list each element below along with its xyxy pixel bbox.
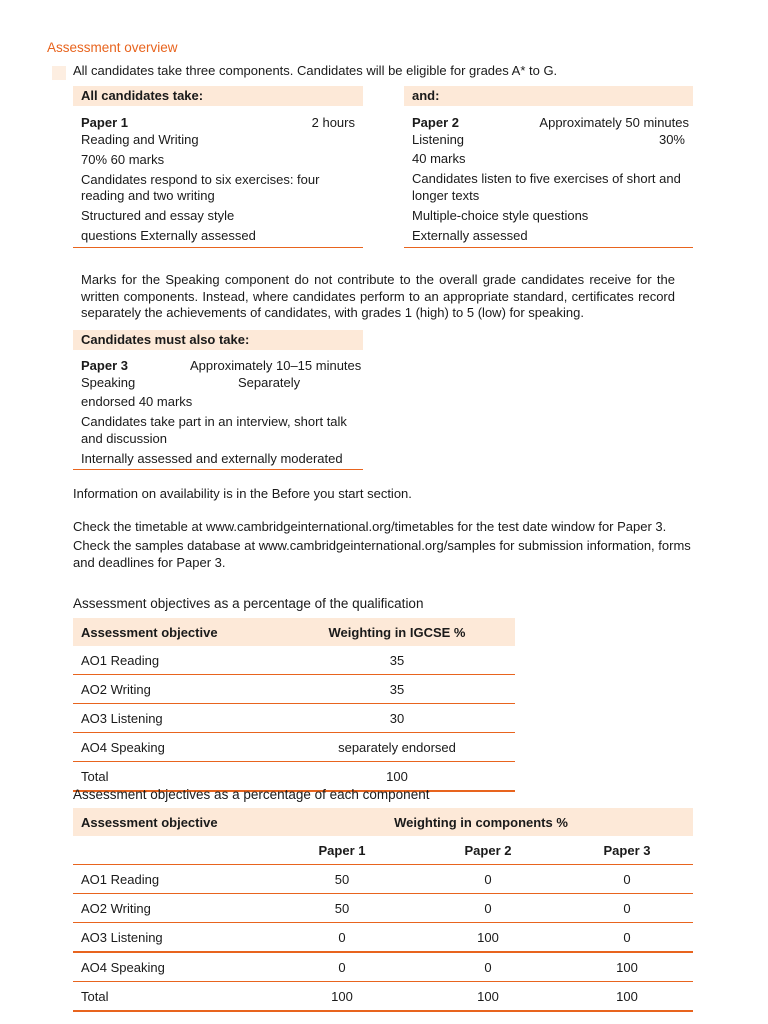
cell: 30 [279,704,515,733]
paper2-line: Externally assessed [412,228,528,243]
cell: 0 [415,865,561,894]
component-weighting-table [73,808,693,1012]
cell: 100 [415,982,561,1012]
box-also-header: Candidates must also take: [73,330,363,350]
subheader: Paper 1 [269,836,415,865]
paper1-line: Reading and Writing [81,132,199,147]
table-row [73,923,693,953]
cell: 35 [279,646,515,675]
paper1-line: 70% 60 marks [81,152,165,167]
table-row [73,894,693,923]
paper2-line: 40 marks [412,151,466,166]
cell: 0 [415,952,561,982]
box-and-header: and: [404,86,693,106]
table-row [73,733,515,762]
timetable-text: Check the timetable at www.cambridgeinternational.org/timetables for the test date window for Paper 3. [73,519,667,534]
qualification-weighting-table [73,618,515,792]
cell: 0 [561,865,693,894]
cell: 0 [269,952,415,982]
cell [73,836,269,865]
cell: separately endorsed [279,733,515,762]
box-all-candidates [73,86,363,249]
box-and [404,86,693,249]
cell: 50 [269,865,415,894]
cell: AO2 Writing [73,894,269,923]
paper2-line: longer texts [412,188,480,203]
cell: AO4 Speaking [73,952,269,982]
paper3-line: Internally assessed and externally moderated [81,451,343,466]
paper3-line: Candidates take part in an interview, short talk [81,414,347,429]
speaking-note: Marks for the Speaking component do not contribute to the overall grade candidates receive for the written components. Instead, where candidates perform to an appropriate standard, certificates record separately the achievements of candidates, with grades 1 (high) to 5 (low) for speaking. [81,272,675,321]
cell: AO3 Listening [73,704,279,733]
paper2-duration: Approximately 50 minutes [539,115,689,130]
box-also [73,330,363,470]
paper1-line: questions Externally assessed [81,228,256,243]
table-row [73,982,693,1012]
paper3-line: endorsed 40 marks [81,394,193,409]
paper1-title: Paper 1 [81,115,128,130]
cell: 50 [269,894,415,923]
cell: 100 [561,952,693,982]
samples-text: Check the samples database at www.cambridgeinternational.org/samples for submission information, forms [73,538,691,553]
paper2-subject: Listening [412,132,465,147]
col-header: Assessment objective [73,808,269,836]
cell: 0 [415,894,561,923]
cell: 100 [415,923,561,953]
paper1-line: reading and two writing [81,188,215,203]
paper2-title: Paper 2 [412,115,459,130]
cell: 100 [269,982,415,1012]
paper3-title: Paper 3 [81,358,128,373]
paper3-subject: Speaking [81,375,136,390]
divider [73,247,363,248]
table-row [73,704,515,733]
paper3-duration: Approximately 10–15 minutes [190,358,362,373]
paper3-note: Separately [238,375,301,390]
page-title: Assessment overview [47,40,178,55]
samples-text-cont: and deadlines for Paper 3. [73,555,226,570]
cell: 35 [279,675,515,704]
table-row [73,675,515,704]
table-row [73,952,693,982]
paper3-line: and discussion [81,431,167,446]
cell: AO3 Listening [73,923,269,953]
paper1-line: Structured and essay style [81,208,235,223]
cell: 100 [561,982,693,1012]
table-row [73,865,693,894]
paper1-line: Candidates respond to six exercises: four [81,172,320,187]
cell: Total [73,982,269,1012]
cell: 100 [279,762,515,792]
col-header: Assessment objective [73,618,279,646]
cell: AO1 Reading [73,865,269,894]
table-row [73,646,515,675]
table2-title: Assessment objectives as a percentage of each component [73,787,430,802]
cell: Total [73,762,279,792]
col-header: Weighting in components % [269,808,693,836]
divider [73,469,363,470]
intro-text: All candidates take three components. Candidates will be eligible for grades A* to G. [73,63,558,78]
table1-title: Assessment objectives as a percentage of the qualification [73,596,424,611]
cell: 0 [561,894,693,923]
paper2-percent: 30% [658,132,685,147]
divider [404,247,693,248]
box-all-header: All candidates take: [73,86,363,106]
cell: AO1 Reading [73,646,279,675]
paper2-line: Candidates listen to five exercises of short and [412,171,681,186]
cell: 0 [269,923,415,953]
intro-marker [52,66,66,80]
paper2-line: Multiple-choice style questions [412,208,589,223]
subheader: Paper 2 [415,836,561,865]
cell: 0 [561,923,693,953]
availability-text: Information on availability is in the Before you start section. [73,486,412,501]
cell: AO4 Speaking [73,733,279,762]
paper1-duration: 2 hours [311,115,355,130]
col-header: Weighting in IGCSE % [279,618,515,646]
subheader: Paper 3 [561,836,693,865]
cell: AO2 Writing [73,675,279,704]
